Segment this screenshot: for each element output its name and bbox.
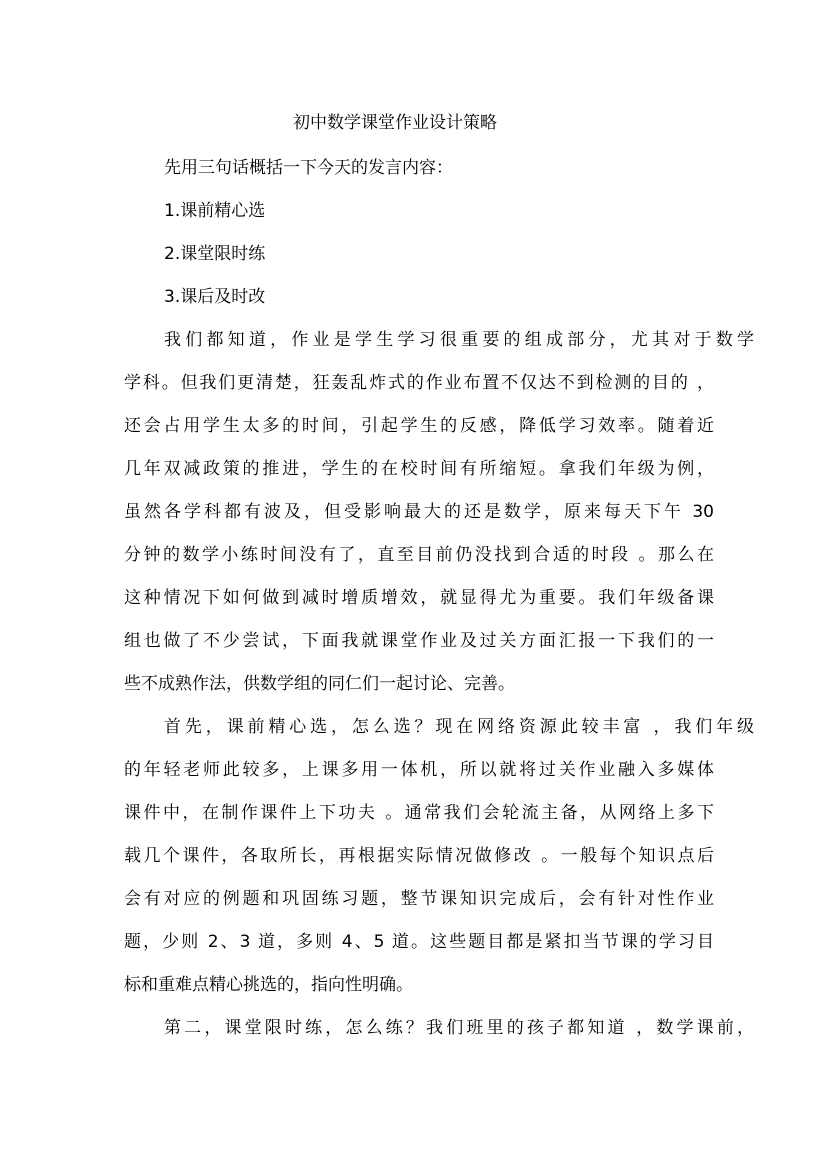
paragraph-2-line: 的年轻老师此较多，上课多用一体机，所以就将过关作业融入多媒体 [124,760,714,780]
paragraph-3-line: 第二，课堂限时练，怎么练？我们班里的孩子都知道 ，数学课前， [164,1018,754,1038]
intro-line: 先用三句话概括一下今天的发言内容： [164,158,453,178]
point-item-3: 3.课后及时改 [164,287,266,307]
paragraph-2-line: 首先，课前精心选，怎么选？现在网络资源此较丰富 ，我们年级 [164,717,754,737]
paragraph-1-line: 虽然各学科都有波及，但受影响最大的还是数学，原来每天下午 30 [124,502,714,522]
paragraph-1-line: 学科。但我们更清楚，狂轰乱炸式的作业布置不仅达不到检测的目的 ， [124,373,714,393]
paragraph-1-line: 我们都知道，作业是学生学习很重要的组成部分，尤其对于数学 [164,330,754,350]
paragraph-2-line: 载几个课件，各取所长，再根据实际情况做修改 。一般每个知识点后 [124,846,714,866]
paragraph-1-line: 些不成熟作法，供数学组的同仁们一起讨论、完善。 [124,674,515,694]
point-item-2: 2.课堂限时练 [164,244,266,264]
paragraph-2-line: 会有对应的例题和巩固练习题，整节课知识完成后，会有针对性作业 [124,889,714,909]
paragraph-1-line: 组也做了不少尝试，下面我就课堂作业及过关方面汇报一下我们的一 [124,631,714,651]
paragraph-2-line: 课件中，在制作课件上下功夫 。通常我们会轮流主备，从网络上多下 [124,803,714,823]
paragraph-1-line: 这种情况下如何做到减时增质增效，就显得尤为重要。我们年级备课 [124,588,714,608]
paragraph-2-line: 标和重难点精心挑选的，指向性明确。 [124,975,413,995]
paragraph-2-line: 题，少则 2、3 道，多则 4、5 道。这些题目都是紧扣当节课的学习目 [124,932,714,952]
paragraph-1-line: 几年双减政策的推进，学生的在校时间有所缩短。拿我们年级为例， [124,459,714,479]
document-title: 初中数学课堂作业设计策略 [293,113,497,133]
paragraph-1-line: 还会占用学生太多的时间，引起学生的反感，降低学习效率。随着近 [124,416,714,436]
point-item-1: 1.课前精心选 [164,201,266,221]
paragraph-1-line: 分钟的数学小练时间没有了，直至目前仍没找到合适的时段 。那么在 [124,545,714,565]
